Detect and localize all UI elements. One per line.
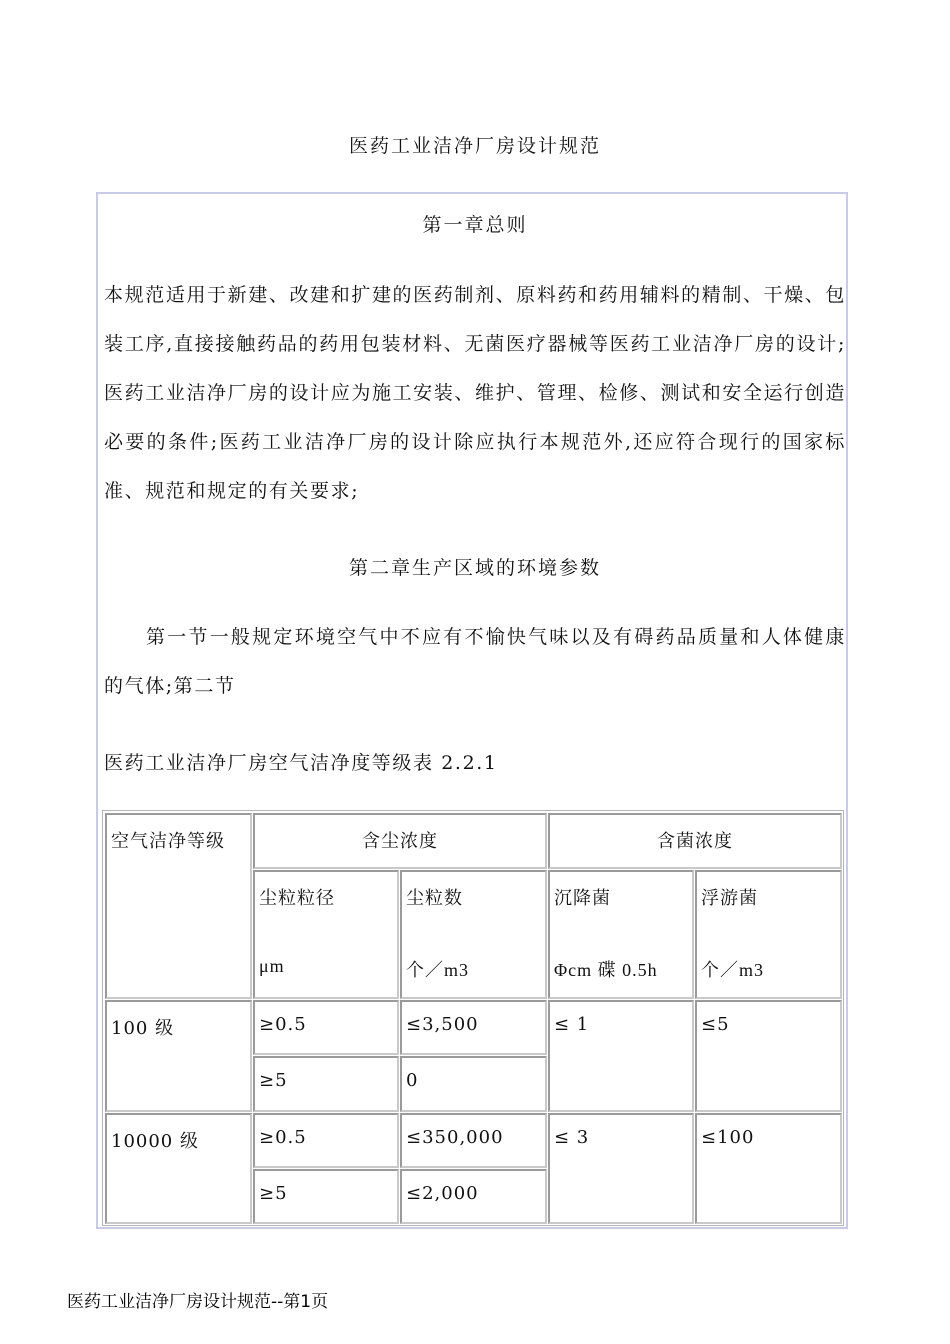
row-2-size-b: ≥5: [259, 1183, 288, 1204]
chapter-1-heading: 第一章总则: [422, 214, 528, 236]
header-grade-label: 空气洁净等级: [111, 831, 225, 852]
row-2-floating-cell: [695, 1113, 842, 1224]
header-grade-cell: [105, 813, 252, 999]
row-1-size-a: ≥0.5: [259, 1014, 307, 1035]
row-2-count-a-cell: [400, 1113, 547, 1168]
chapter-1-body: 本规范适用于新建、改建和扩建的医药制剂、原料药和药用辅料的精制、干燥、包装工序,直接接触药品的药用包装材料、无菌医疗器械等医药工业洁净厂房的设计;医药工业洁净厂房的设计应为施工安装、维护、管理、检修、测试和安全运行创造必要的条件;医药工业洁净厂房的设计除应执行本规范外,还应符合现行的国家标准、规范和规定的有关要求;: [104, 284, 846, 502]
row-1-size-b: ≥5: [259, 1070, 288, 1091]
settling-unit: Φcm 碟 0.5h: [554, 960, 658, 980]
row-1-settling: ≤ 1: [554, 1014, 590, 1035]
row-1-size-a-cell: [253, 1000, 399, 1055]
row-1-size-b-cell: [253, 1056, 399, 1112]
row-1-grade-cell: [105, 1000, 252, 1112]
row-2-grade: 10000 级: [111, 1131, 199, 1152]
particle-count-label: 尘粒数: [406, 888, 463, 909]
particle-count-unit: 个／m3: [406, 960, 470, 980]
table-caption: 医药工业洁净厂房空气洁净度等级表 2.2.1: [104, 752, 498, 774]
row-2-size-a: ≥0.5: [259, 1127, 307, 1148]
sub-floating-cell: [695, 870, 842, 999]
row-1-settling-cell: [548, 1000, 694, 1112]
page-footer: 医药工业洁净厂房设计规范--第1页: [67, 1292, 329, 1312]
document-title: 医药工业洁净厂房设计规范: [348, 135, 601, 157]
particle-size-unit: μm: [259, 956, 285, 976]
cleanliness-grade-table: [102, 810, 844, 1226]
row-2-count-b-cell: [400, 1169, 547, 1224]
chapter-2-heading: 第二章生产区域的环境参数: [348, 557, 601, 579]
row-2-size-b-cell: [253, 1169, 399, 1224]
row-1-count-b: 0: [406, 1070, 419, 1091]
row-2-count-b: ≤2,000: [406, 1183, 479, 1204]
header-bacteria-cell: [548, 813, 842, 869]
row-1-grade: 100 级: [111, 1018, 175, 1039]
row-2-grade-cell: [105, 1113, 252, 1224]
header-bacteria-label: 含菌浓度: [657, 831, 733, 852]
chapter-2-body: 第一节一般规定环境空气中不应有不愉快气味以及有碍药品质量和人体健康的气体;第二节: [104, 626, 846, 697]
row-1-count-b-cell: [400, 1056, 547, 1112]
floating-unit: 个／m3: [701, 960, 765, 980]
floating-label: 浮游菌: [701, 888, 758, 909]
particle-size-label: 尘粒粒径: [259, 888, 335, 909]
row-2-floating: ≤100: [701, 1127, 755, 1148]
row-1-floating-cell: [695, 1000, 842, 1112]
sub-settling-cell: [548, 870, 694, 999]
header-dust-label: 含尘浓度: [362, 831, 438, 852]
row-1-floating: ≤5: [701, 1014, 730, 1035]
header-dust-cell: [253, 813, 547, 869]
row-1-count-a: ≤3,500: [406, 1014, 479, 1035]
row-2-size-a-cell: [253, 1113, 399, 1168]
sub-particle-count-cell: [400, 870, 547, 999]
row-2-count-a: ≤350,000: [406, 1127, 504, 1148]
row-2-settling: ≤ 3: [554, 1127, 590, 1148]
sub-particle-size-cell: [253, 870, 399, 999]
row-1-count-a-cell: [400, 1000, 547, 1055]
row-2-settling-cell: [548, 1113, 694, 1224]
settling-label: 沉降菌: [554, 888, 611, 909]
